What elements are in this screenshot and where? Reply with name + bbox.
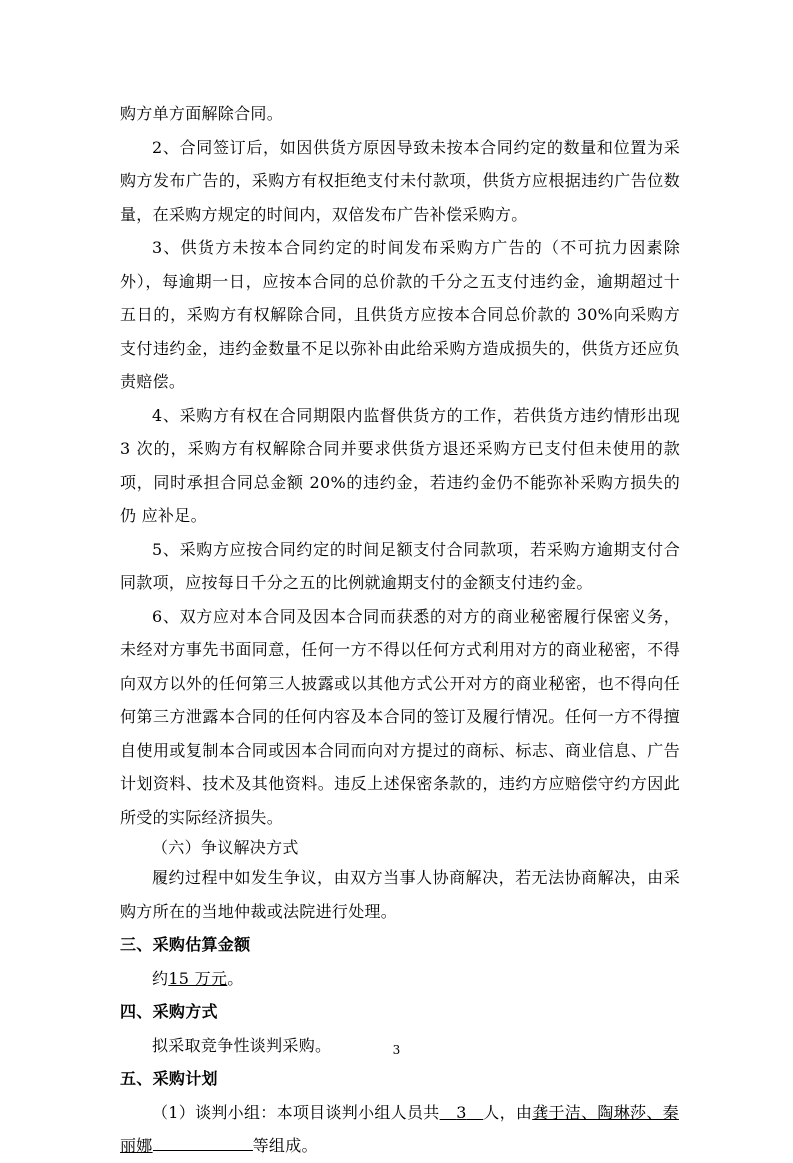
team-names-a: 龚于洁、陶琳莎、秦	[532, 1102, 679, 1122]
team-suffix: 等组成。	[252, 1136, 318, 1155]
team-names-b: 丽娜	[120, 1136, 153, 1155]
negotiation-team-line	[120, 1096, 680, 1130]
amount-prefix: 约	[152, 968, 169, 988]
team-count-value: 3	[456, 1102, 467, 1122]
clause-3: 3、供货方未按本合同约定的时间发布采购方广告的（不可抗力因素除外），每逾期一日，应按本合同的总价款的千分之五支付违约金，逾期超过十五日的，采购方有权解除合同，且供货方应按本合同总价款的 30%向采购方支付违约金，违约金数量不足以弥补由此给采购方造成损失的，供货方还应负责赔偿。	[120, 238, 680, 391]
amount-value: 15 万元	[168, 968, 228, 988]
dispute-resolution-text: 履约过程中如发生争议，由双方当事人协商解决，若无法协商解决，由采购方所在的当地仲裁或法院进行处理。	[120, 868, 680, 921]
estimated-amount	[120, 962, 680, 996]
blank-underline	[153, 1132, 253, 1151]
paragraph-continuation: 购方单方面解除合同。	[120, 104, 284, 123]
team-count	[440, 1103, 484, 1122]
negotiation-team-line-cont	[120, 1129, 680, 1163]
team-prefix: （1）谈判小组：本项目谈判小组人员共	[152, 1102, 440, 1122]
section-3-heading: 三、采购估算金额	[120, 935, 251, 954]
section-4-heading: 四、采购方式	[120, 1002, 218, 1021]
page-number: 3	[392, 1043, 401, 1057]
document-body	[120, 97, 680, 1163]
subsection-dispute-heading: （六）争议解决方式	[152, 838, 299, 857]
clause-5: 5、采购方应按合同约定的时间足额支付合同款项，若采购方逾期支付合同款项，应按每日千分之五的比例就逾期支付的金额支付违约金。	[120, 539, 680, 592]
section-5-heading: 五、采购计划	[120, 1069, 218, 1088]
procurement-method: 拟采取竞争性谈判采购。	[152, 1035, 332, 1055]
clause-6: 6、双方应对本合同及因本合同而获悉的对方的商业秘密履行保密义务，未经对方事先书面同意，任何一方不得以任何方式利用对方的商业秘密，不得向双方以外的任何第三人披露或以其他方式公开对方的商业秘密，也不得向任何第三方泄露本合同的任何内容及本合同的签订及履行情况。任何一方不得擅自使用或复制本合同或因本合同而向对方提过的商标、标志、商业信息、广告计划资料、技术及其他资料。违反上述保密条款的，违约方应赔偿守约方因此所受的实际经济损失。	[120, 606, 680, 827]
amount-suffix: 。	[227, 968, 244, 988]
clause-2: 2、合同签订后，如因供货方原因导致未按本合同约定的数量和位置为采购方发布广告的，采购方有权拒绝支付未付款项，供货方应根据违约广告位数量，在采购方规定的时间内，双倍发布广告补偿采购方。	[120, 137, 680, 224]
clause-4: 4、采购方有权在合同期限内监督供货方的工作，若供货方违约情形出现 3 次的，采购方有权解除合同并要求供货方退还采购方已支付但未使用的款项，同时承担合同总金额 20%的违约金，若违约金仍不能弥补采购方损失的仍 应补足。	[120, 405, 680, 525]
team-mid: 人，由	[483, 1102, 533, 1122]
